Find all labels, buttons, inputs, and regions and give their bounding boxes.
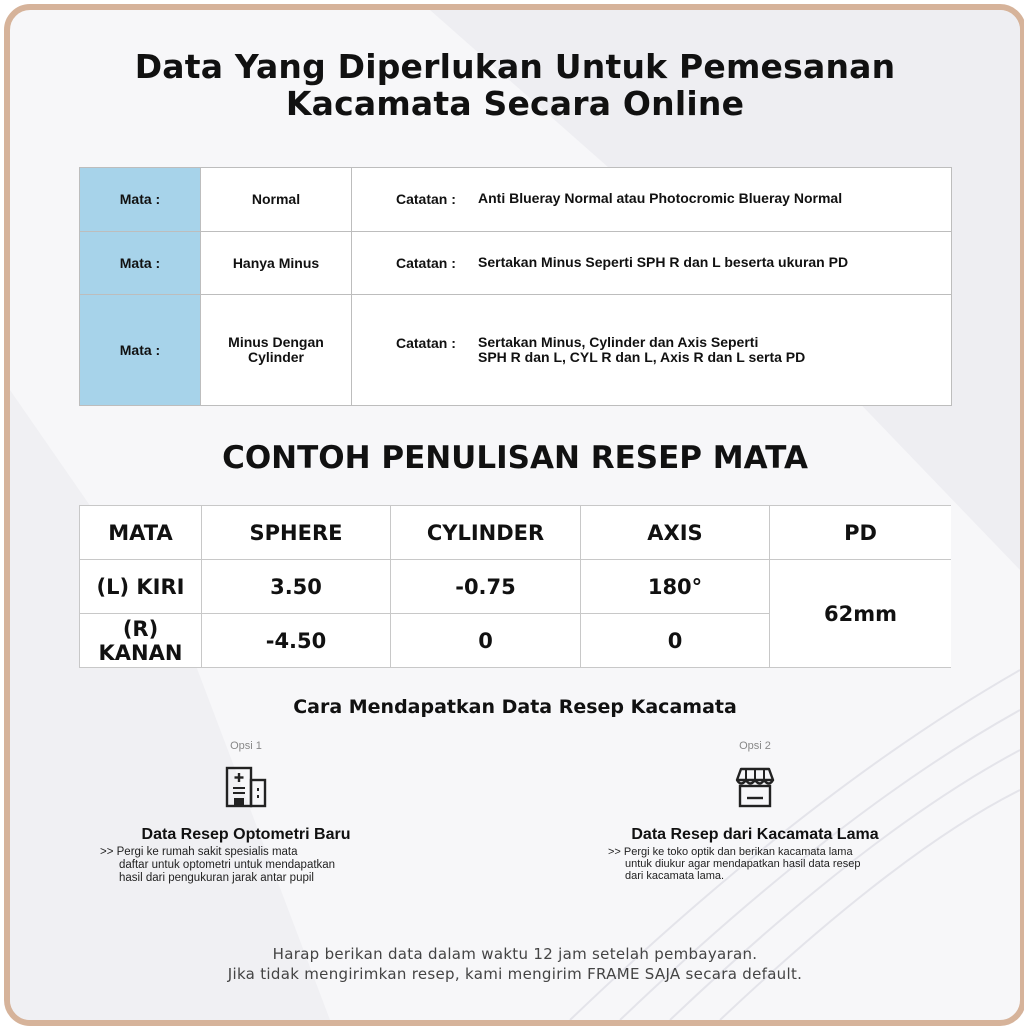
cylinder-cell: 0: [391, 614, 581, 668]
footer-line-1: Harap berikan data dalam waktu 12 jam setelah pembayaran.: [272, 945, 758, 963]
table-row: [80, 168, 952, 232]
header-axis: AXIS: [581, 506, 770, 560]
mata-value-line-2: Cylinder: [247, 349, 304, 366]
desc-line: untuk diukur agar mendapatkan hasil data resep: [625, 858, 861, 870]
option-2-description: [608, 846, 860, 882]
header-cylinder: CYLINDER: [391, 506, 581, 560]
note-cell: [352, 231, 952, 295]
title-line-2: Kacamata Secara Online: [285, 84, 745, 123]
option-2-title: Data Resep dari Kacamata Lama: [631, 826, 879, 843]
note-text: Anti Blueray Normal atau Photocromic Blueray Normal: [478, 190, 843, 207]
example-heading: CONTOH PENULISAN RESEP MATA: [222, 440, 808, 476]
footer-line-2: Jika tidak mengirimkan resep, kami mengirim FRAME SAJA secara default.: [227, 965, 803, 983]
desc-line: >> Pergi ke toko optik dan berikan kacamata lama: [608, 846, 853, 858]
mata-label: Mata :: [80, 231, 201, 295]
option-1-description: [100, 846, 335, 885]
mata-label: Mata :: [80, 295, 201, 406]
axis-cell: 180°: [581, 560, 770, 614]
header-mata: MATA: [80, 506, 202, 560]
sphere-cell: -4.50: [202, 614, 391, 668]
option-1-title: Data Resep Optometri Baru: [141, 826, 351, 843]
note-line-1: Sertakan Minus, Cylinder dan Axis Seperti: [478, 334, 759, 351]
note-label: Catatan :: [396, 191, 456, 208]
desc-line: hasil dari pengukuran jarak antar pupil: [119, 872, 314, 884]
mata-value: Normal: [201, 168, 352, 232]
ways-heading: Cara Mendapatkan Data Resep Kacamata: [293, 696, 737, 718]
note-text: [478, 335, 805, 365]
mata-value-line-1: Minus Dengan: [228, 334, 324, 351]
table-header-row: [80, 506, 952, 560]
prescription-example-table: [79, 505, 951, 668]
page-frame: [4, 4, 1024, 1026]
note-text: Sertakan Minus Seperti SPH R dan L beserta ukuran PD: [478, 254, 849, 271]
cylinder-cell: -0.75: [391, 560, 581, 614]
desc-line: dari kacamata lama.: [625, 870, 725, 882]
table-row: [80, 295, 952, 406]
desc-line: daftar untuk optometri untuk mendapatkan: [119, 859, 336, 871]
desc-line: >> Pergi ke rumah sakit spesialis mata: [100, 846, 298, 858]
page-title: [10, 48, 1020, 122]
mata-cell: (R) KANAN: [80, 614, 202, 668]
mata-value: [201, 295, 352, 406]
mata-cell: (L) KIRI: [80, 560, 202, 614]
table-row: [80, 560, 952, 614]
note-label: Catatan :: [396, 335, 456, 352]
sphere-cell: 3.50: [202, 560, 391, 614]
axis-cell: 0: [581, 614, 770, 668]
title-line-1: Data Yang Diperlukan Untuk Pemesanan: [134, 47, 896, 86]
note-line-2: SPH R dan L, CYL R dan L, Axis R dan L serta PD: [478, 349, 806, 366]
store-icon: [732, 764, 778, 810]
option-1: [106, 740, 386, 844]
requirements-table: [79, 167, 952, 406]
note-label: Catatan :: [396, 255, 456, 272]
note-cell: [352, 168, 952, 232]
footer-note: [10, 944, 1020, 984]
mata-value: Hanya Minus: [201, 231, 352, 295]
pd-cell: 62mm: [770, 560, 952, 668]
option-1-label: Opsi 1: [230, 740, 262, 752]
note-cell: [352, 295, 952, 406]
option-2: [610, 740, 900, 844]
table-row: [80, 231, 952, 295]
header-sphere: SPHERE: [202, 506, 391, 560]
header-pd: PD: [770, 506, 952, 560]
hospital-icon: [223, 764, 269, 810]
mata-label: Mata :: [80, 168, 201, 232]
option-2-label: Opsi 2: [739, 740, 771, 752]
